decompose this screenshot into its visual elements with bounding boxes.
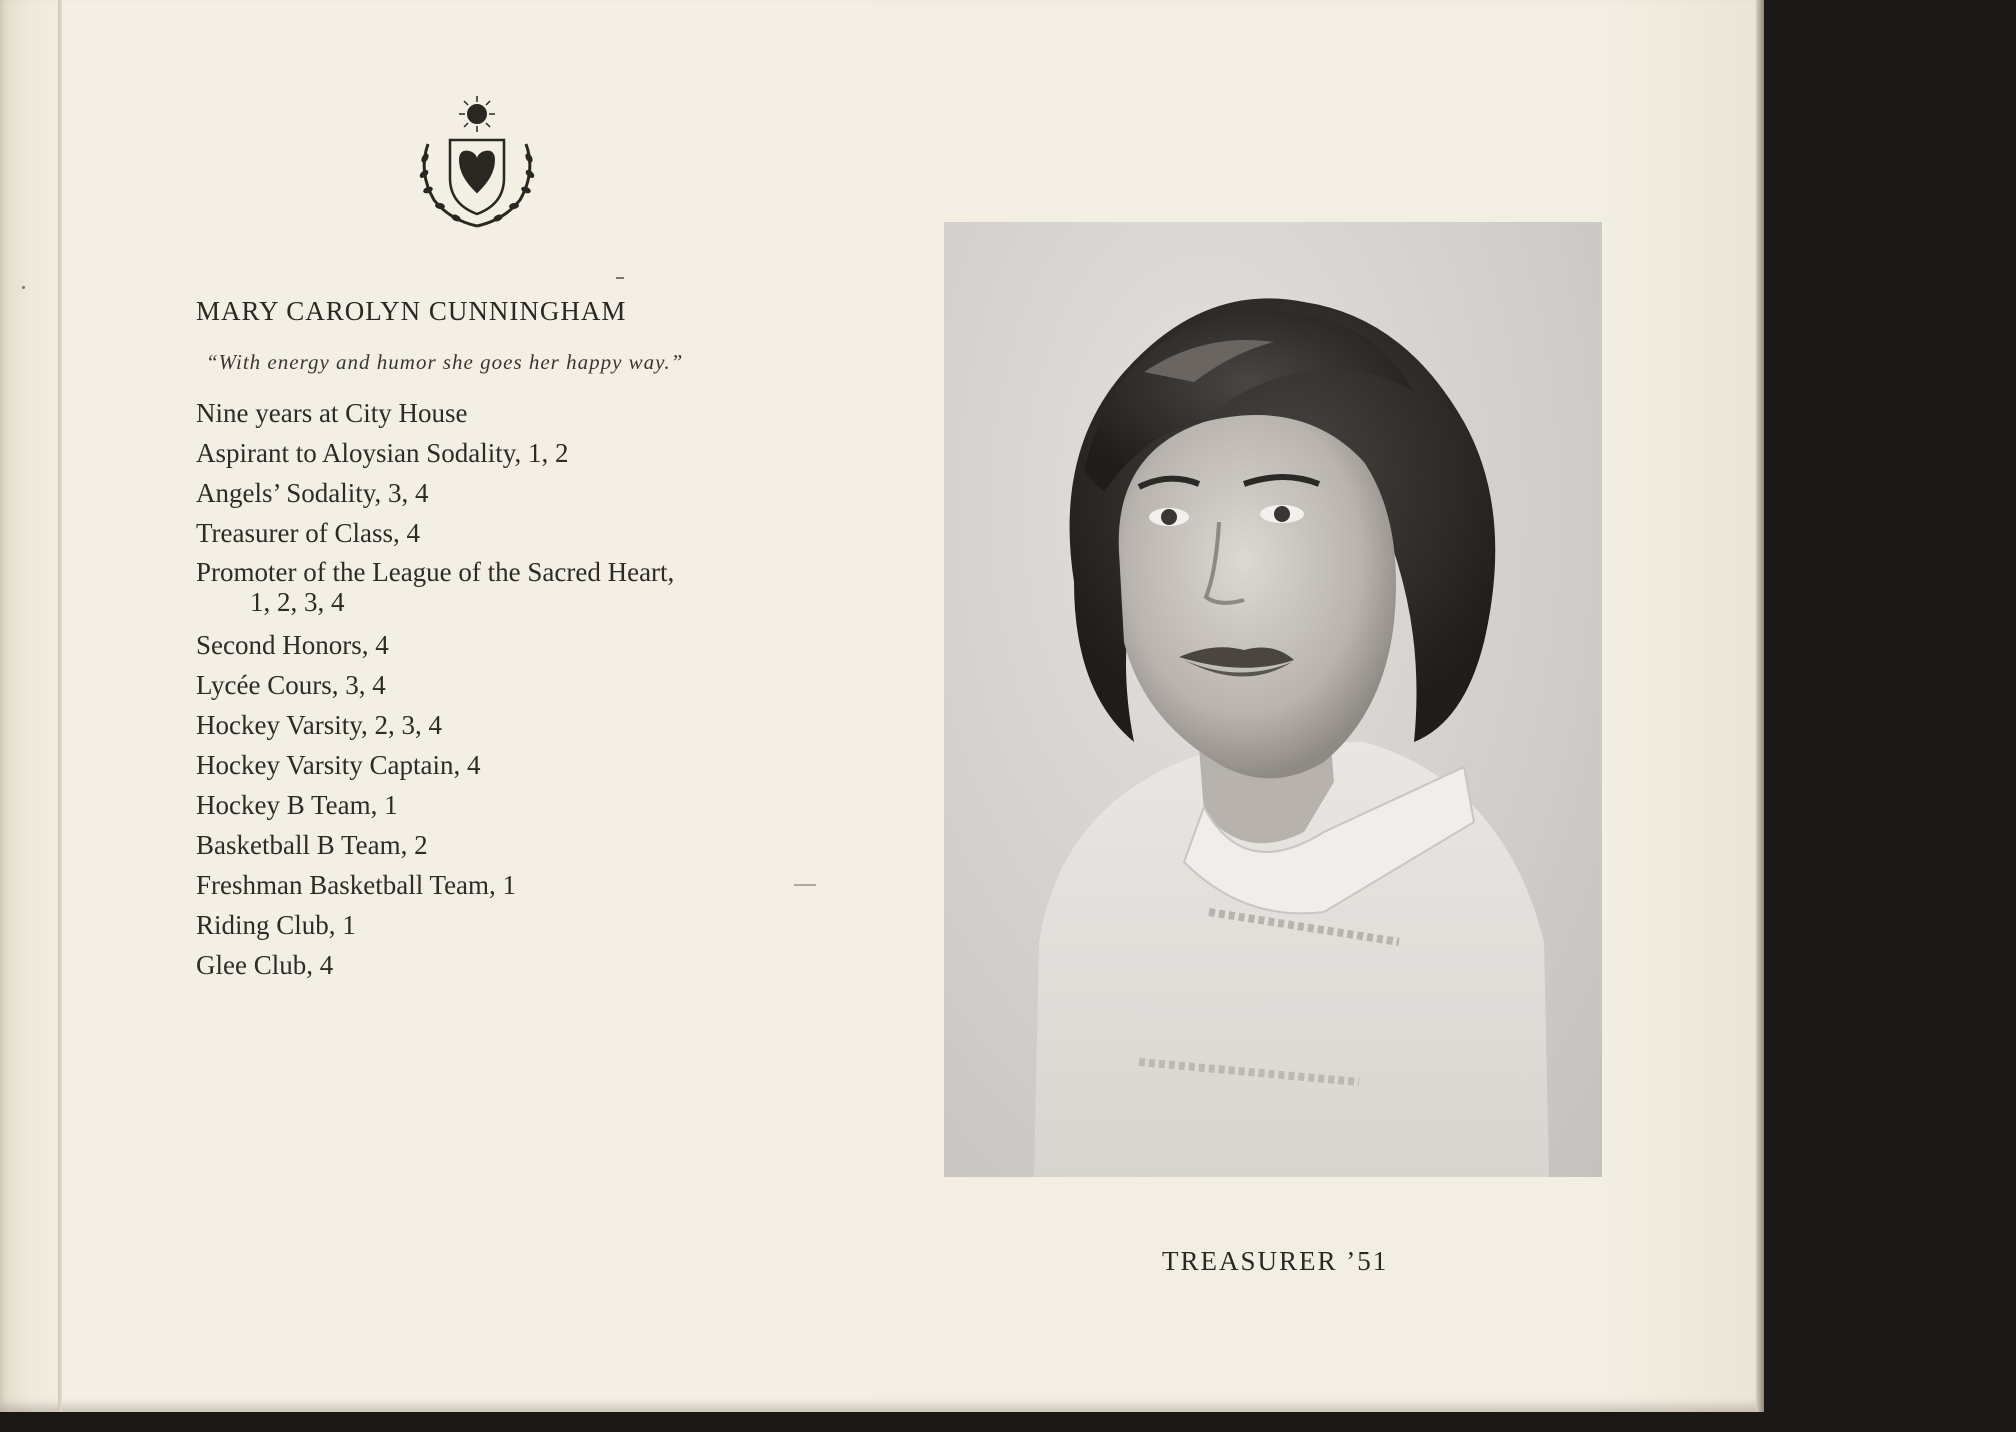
activity-item: Hockey B Team, 1 [196,790,398,820]
activities-list [196,393,836,985]
activity-item: Treasurer of Class, 4 [196,518,420,548]
activity-item: Basketball B Team, 2 [196,830,428,860]
activity-item: Hockey Varsity, 2, 3, 4 [196,710,442,740]
activity-item: Angels’ Sodality, 3, 4 [196,478,429,508]
paper-speck [794,884,816,886]
portrait-photo [944,222,1602,1177]
activity-item: Glee Club, 4 [196,950,334,980]
paper-speck [616,277,624,279]
paper-speck [22,286,25,289]
student-name: MARY CAROLYN CUNNINGHAM [196,296,627,326]
page-binding [58,0,62,1412]
student-quote: “With energy and humor she goes her happy way.” [206,350,684,374]
activity-item: Aspirant to Aloysian Sodality, 1, 2 [196,438,569,468]
activity-item: Hockey Varsity Captain, 4 [196,750,481,780]
activity-item: Riding Club, 1 [196,910,356,940]
activity-item: Second Honors, 4 [196,630,389,660]
activity-item: Lycée Cours, 3, 4 [196,670,386,700]
caption-title: TREASURER ’51 [1162,1246,1389,1276]
activity-item: Freshman Basketball Team, 1 [196,870,517,900]
activity-text-continued: 1, 2, 3, 4 [250,587,345,617]
activity-item: Nine years at City House [196,398,468,428]
school-crest-icon [410,92,544,232]
activity-item [196,553,836,617]
portrait-illustration [944,222,1602,1177]
page-edge [1756,0,1764,1412]
activity-text: Promoter of the League of the Sacred Heart, [196,557,675,587]
